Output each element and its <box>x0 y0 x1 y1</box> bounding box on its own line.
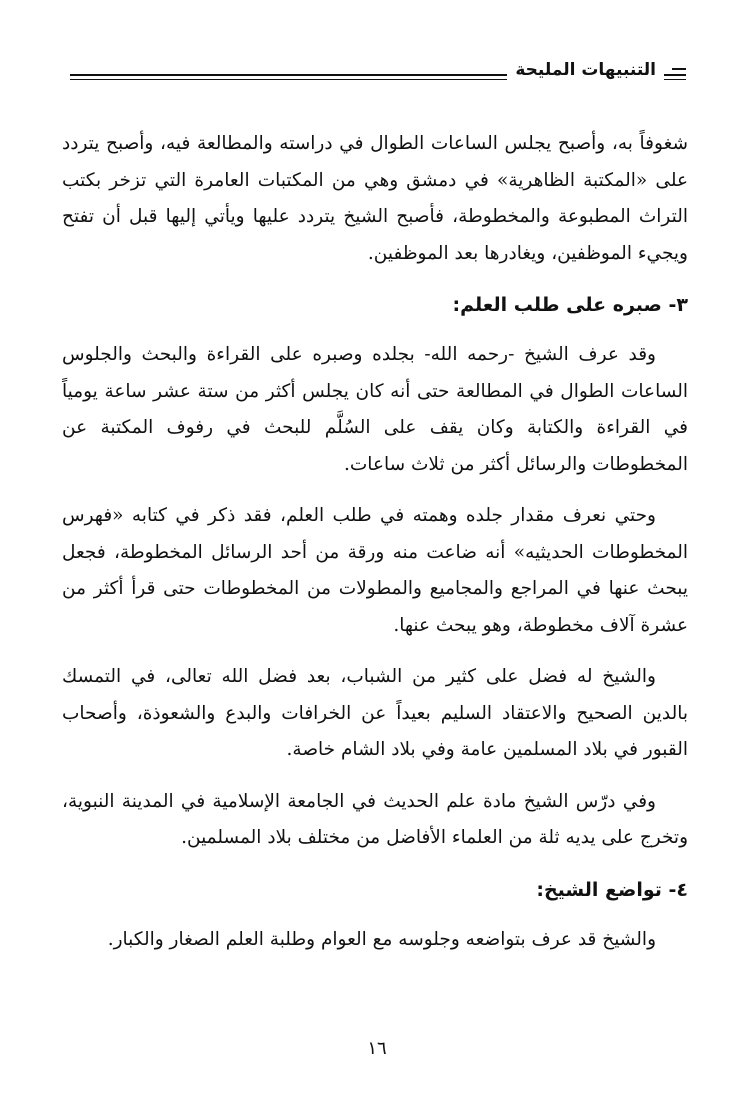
header-dash <box>672 68 686 70</box>
section-heading: ٤- تواضع الشيخ: <box>536 878 688 901</box>
paragraph: والشيخ قد عرف بتواضعه وجلوسه مع العوام وطلبة العلم الصغار والكبار. <box>107 928 656 950</box>
running-header <box>70 58 686 92</box>
paragraph: وقد عرف الشيخ -رحمه الله- بجلده وصبره على القراءة والبحث والجلوس الساعات الطوال في المطالعة حتى أنه كان يجلس أكثر من ستة عشر ساعة يومياً في القراءة والكتابة وكان يقف على السُلَّم للبحث في رفوف المكتبة عن المخطوطات والرسائل أكثر من ثلاث ساعات. <box>62 344 688 475</box>
section-heading: ٣- صبره على طلب العلم: <box>452 294 688 316</box>
paragraph: شغوفاً به، وأصبح يجلس الساعات الطوال في دراسته والمطالعة فيه، وأصبح يتردد على «المكتبة الظاهرية» في دمشق وهي من المكتبات العامرة التي تزخر بكتب التراث المطبوعة والمخطوطة، فأصبح الشيخ يتردد عليها ويأتي إليها قبل أن تفتح ويجيء الموظفين، ويغادرها بعد الموظفين. <box>62 133 688 264</box>
page-number: ١٦ <box>367 1038 387 1059</box>
paragraph: وحتي نعرف مقدار جلده وهمته في طلب العلم، فقد ذكر في كتابه «فهرس المخطوطات الحديثيه» أنه ضاعت منه ورقة من أحد الرسائل المخطوطة، فجعل يبحث عنها في المراجع والمجاميع والمطولات من المخطوطات حتى قرأ أكثر من عشرة آلاف مخطوطة، وهو يبحث عنها. <box>62 505 688 636</box>
body-text <box>62 126 688 973</box>
running-header-title: التنبيهات المليحة <box>507 60 664 80</box>
paragraph: والشيخ له فضل على كثير من الشباب، بعد فضل الله تعالى، في التمسك بالدين الصحيح والاعتقاد السليم بعيداً عن الخرافات والبدع والشعوذة، وأصحاب القبور في بلاد المسلمين عامة وفي بلاد الشام خاصة. <box>62 666 688 760</box>
paragraph: وفي درّس الشيخ مادة علم الحديث في الجامعة الإسلامية في المدينة النبوية، وتخرج على يديه ثلة من العلماء الأفاضل من مختلف بلاد المسلمين. <box>62 790 688 848</box>
